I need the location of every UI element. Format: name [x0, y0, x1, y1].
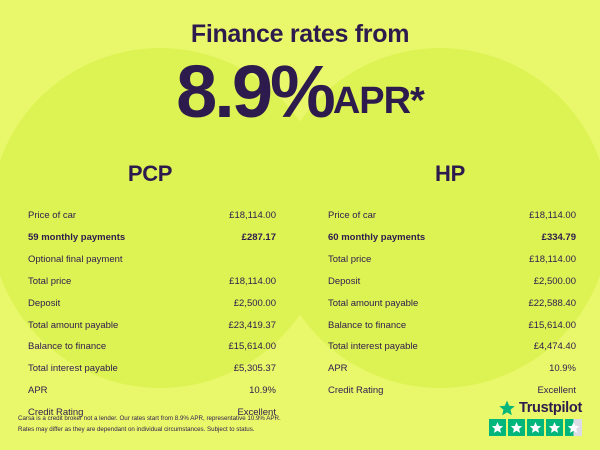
table-row — [314, 314, 586, 336]
row-value: £23,419.37 — [228, 319, 276, 331]
row-value: £2,500.00 — [533, 275, 576, 287]
table-row — [314, 380, 586, 402]
disclaimer-text — [18, 414, 281, 436]
row-value: 10.9% — [249, 385, 276, 397]
row-label: Total interest payable — [28, 363, 118, 375]
row-value: £287.17 — [241, 232, 276, 244]
table-row — [314, 249, 586, 271]
table-row — [314, 205, 586, 227]
row-value: Excellent — [237, 407, 276, 419]
row-label: Optional final payment — [28, 253, 123, 265]
row-value: £2,500.00 — [233, 297, 276, 309]
row-value: £5,305.37 — [233, 363, 276, 375]
row-label: 59 monthly payments — [28, 232, 126, 244]
table-row — [314, 271, 586, 293]
row-label: Balance to finance — [28, 341, 107, 353]
star-filled-icon — [508, 419, 525, 436]
trustpilot-star-icon — [499, 400, 515, 416]
table-row — [14, 227, 286, 249]
row-value: £18,114.00 — [229, 275, 276, 287]
row-value: £18,114.00 — [529, 253, 576, 265]
row-label: Balance to finance — [328, 319, 407, 331]
footer — [0, 400, 600, 450]
headline-rate-number: 8.9% — [176, 50, 333, 133]
table-row — [14, 271, 286, 293]
row-label: Deposit — [328, 275, 361, 287]
table-row — [314, 336, 586, 358]
finance-comparison-columns — [0, 161, 600, 424]
finance-column-hp — [300, 161, 600, 424]
headline-rate — [0, 50, 600, 133]
row-value: £22,588.40 — [528, 297, 576, 309]
table-row — [314, 227, 586, 249]
column-title-pcp: PCP — [127, 161, 173, 186]
row-label: APR — [28, 385, 48, 397]
row-value: £18,114.00 — [529, 210, 576, 222]
row-label: Price of car — [28, 210, 77, 222]
row-value: 10.9% — [549, 363, 576, 375]
row-label: 60 monthly payments — [328, 232, 426, 244]
row-label: Deposit — [28, 297, 61, 309]
row-label: APR — [328, 363, 348, 375]
table-row — [314, 293, 586, 315]
table-row — [14, 293, 286, 315]
row-label: Total price — [328, 253, 372, 265]
row-label: Price of car — [328, 210, 377, 222]
table-row — [14, 336, 286, 358]
table-row — [14, 314, 286, 336]
star-filled-icon — [489, 419, 506, 436]
table-row — [14, 380, 286, 402]
page-title: Finance rates from — [190, 20, 410, 48]
row-label: Total interest payable — [328, 341, 418, 353]
row-value: £18,114.00 — [229, 210, 276, 222]
trustpilot-name: Trustpilot — [518, 400, 582, 416]
row-value: £15,614.00 — [528, 319, 576, 331]
column-title-hp: HP — [435, 161, 465, 186]
star-filled-icon — [546, 419, 563, 436]
row-label: Total price — [28, 275, 72, 287]
row-label: Credit Rating — [28, 407, 84, 419]
headline-rate-suffix: APR* — [332, 80, 424, 122]
row-label: Total amount payable — [328, 297, 419, 309]
table-row — [14, 358, 286, 380]
table-row — [14, 205, 286, 227]
disclaimer-line-1: Carsa is a credit broker not a lender. Our rates start from 8.9% APR, representative 10.9% APR. — [18, 415, 281, 423]
row-label: Credit Rating — [328, 385, 384, 397]
row-value: Excellent — [537, 385, 576, 397]
finance-column-pcp — [0, 161, 300, 424]
trustpilot-rating[interactable] — [489, 400, 582, 436]
star-filled-icon — [527, 419, 544, 436]
star-half-icon — [565, 419, 582, 436]
row-value: £4,474.40 — [533, 341, 576, 353]
row-label: Total amount payable — [28, 319, 119, 331]
table-row — [14, 249, 286, 271]
table-row — [314, 358, 586, 380]
row-value: £15,614.00 — [228, 341, 276, 353]
trustpilot-star-rating — [489, 419, 582, 436]
trustpilot-logo — [499, 400, 582, 416]
row-value: £334.79 — [541, 232, 576, 244]
disclaimer-line-2: Rates may differ as they are dependant on individual circumstances. Subject to status. — [18, 426, 255, 434]
